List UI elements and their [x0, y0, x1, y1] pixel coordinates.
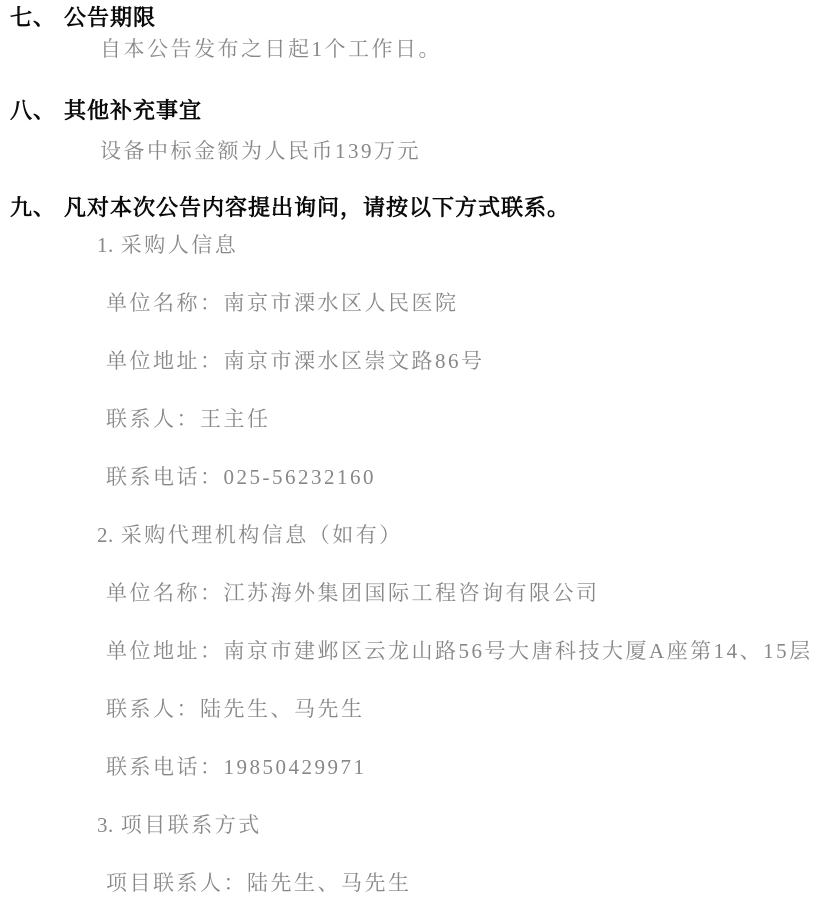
subsection-title-text: 采购代理机构信息（如有） — [120, 523, 403, 547]
section-8-paragraph: 设备中标金额为人民币139万元 — [100, 139, 421, 163]
detail-contact-phone: 联系电话：025-56232160 — [106, 465, 376, 489]
detail-contact-person: 联系人：王主任 — [106, 407, 271, 431]
detail-unit-name: 单位名称：南京市溧水区人民医院 — [106, 291, 459, 315]
subsection-title-agency — [0, 524, 814, 547]
section-number: 八、 — [10, 98, 57, 123]
detail-unit-address: 单位地址：南京市建邺区云龙山路56号大唐科技大厦A座第14、15层 — [106, 639, 813, 663]
section-title: 凡对本次公告内容提出询问，请按以下方式联系。 — [64, 195, 571, 220]
section-heading-8 — [0, 99, 814, 122]
section-number: 七、 — [10, 5, 57, 30]
detail-contact-person: 联系人：陆先生、马先生 — [106, 697, 365, 721]
detail-contact-phone: 联系电话：19850429971 — [106, 755, 367, 779]
subsection-title-text: 采购人信息 — [120, 233, 239, 257]
detail-unit-address: 单位地址：南京市溧水区崇文路86号 — [106, 349, 485, 373]
subsection-number: 2. — [97, 523, 114, 547]
section-title: 公告期限 — [64, 5, 157, 30]
section-title: 其他补充事宜 — [64, 98, 203, 123]
detail-unit-name: 单位名称：江苏海外集团国际工程咨询有限公司 — [106, 581, 600, 605]
subsection-title-project-contact — [0, 814, 814, 837]
section-heading-7 — [0, 6, 814, 29]
section-heading-9 — [0, 196, 814, 219]
section-7-paragraph: 自本公告发布之日起1个工作日。 — [100, 37, 442, 61]
subsection-number: 3. — [97, 813, 114, 837]
subsection-number: 1. — [97, 233, 114, 257]
section-number: 九、 — [10, 195, 57, 220]
subsection-title-purchaser — [0, 234, 814, 257]
subsection-title-text: 项目联系方式 — [120, 813, 262, 837]
detail-project-contact-person: 项目联系人：陆先生、马先生 — [106, 871, 412, 895]
